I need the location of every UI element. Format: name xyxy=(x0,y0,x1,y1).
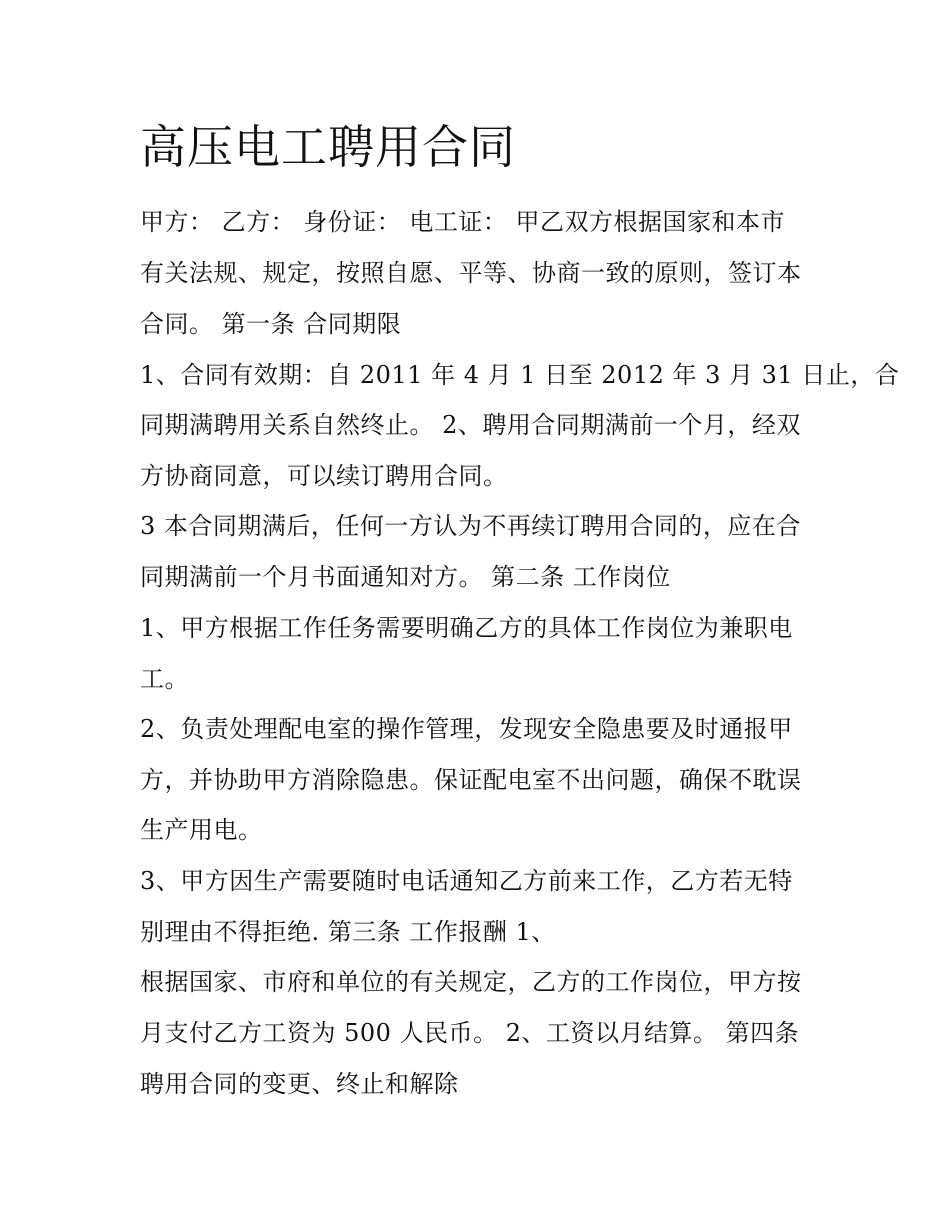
body-line: 同期满前一个月书面通知对方。 第二条 工作岗位 xyxy=(140,563,671,591)
body-line: 方，并协助甲方消除隐患。保证配电室不出问题，确保不耽误 xyxy=(140,766,802,794)
body-line: 生产用电。 xyxy=(140,816,263,844)
body-line: 方协商同意，可以续订聘用合同。 xyxy=(140,462,508,490)
body-line: 2、负责处理配电室的操作管理，发现安全隐患要及时通报甲 xyxy=(140,715,793,743)
body-line: 别理由不得拒绝. 第三条 工作报酬 1、 xyxy=(140,918,556,946)
body-line: 3 本合同期满后，任何一方认为不再续订聘用合同的，应在合 xyxy=(140,512,801,540)
body-line: 1、甲方根据工作任务需要明确乙方的具体工作岗位为兼职电 xyxy=(140,614,793,642)
body-line: 1、合同有效期：自 2011 年 4 月 1 日至 2012 年 3 月 31 日止，合 xyxy=(140,361,900,389)
document-title: 高压电工聘用合同 xyxy=(140,120,516,174)
body-line: 同期满聘用关系自然终止。 2、聘用合同期满前一个月，经双 xyxy=(140,411,801,439)
body-line: 有关法规、规定，按照自愿、平等、协商一致的原则，签订本 xyxy=(140,259,802,287)
body-line: 甲方： 乙方： 身份证： 电工证： 甲乙双方根据国家和本市 xyxy=(140,208,786,236)
body-line: 聘用合同的变更、终止和解除 xyxy=(140,1070,459,1098)
body-line: 月支付乙方工资为 500 人民币。 2、工资以月结算。 第四条 xyxy=(140,1019,800,1047)
body-line: 工。 xyxy=(140,665,189,693)
body-line: 根据国家、市府和单位的有关规定，乙方的工作岗位，甲方按 xyxy=(140,968,802,996)
body-line: 合同。 第一条 合同期限 xyxy=(140,310,402,338)
body-line: 3、甲方因生产需要随时电话通知乙方前来工作，乙方若无特 xyxy=(140,867,793,895)
